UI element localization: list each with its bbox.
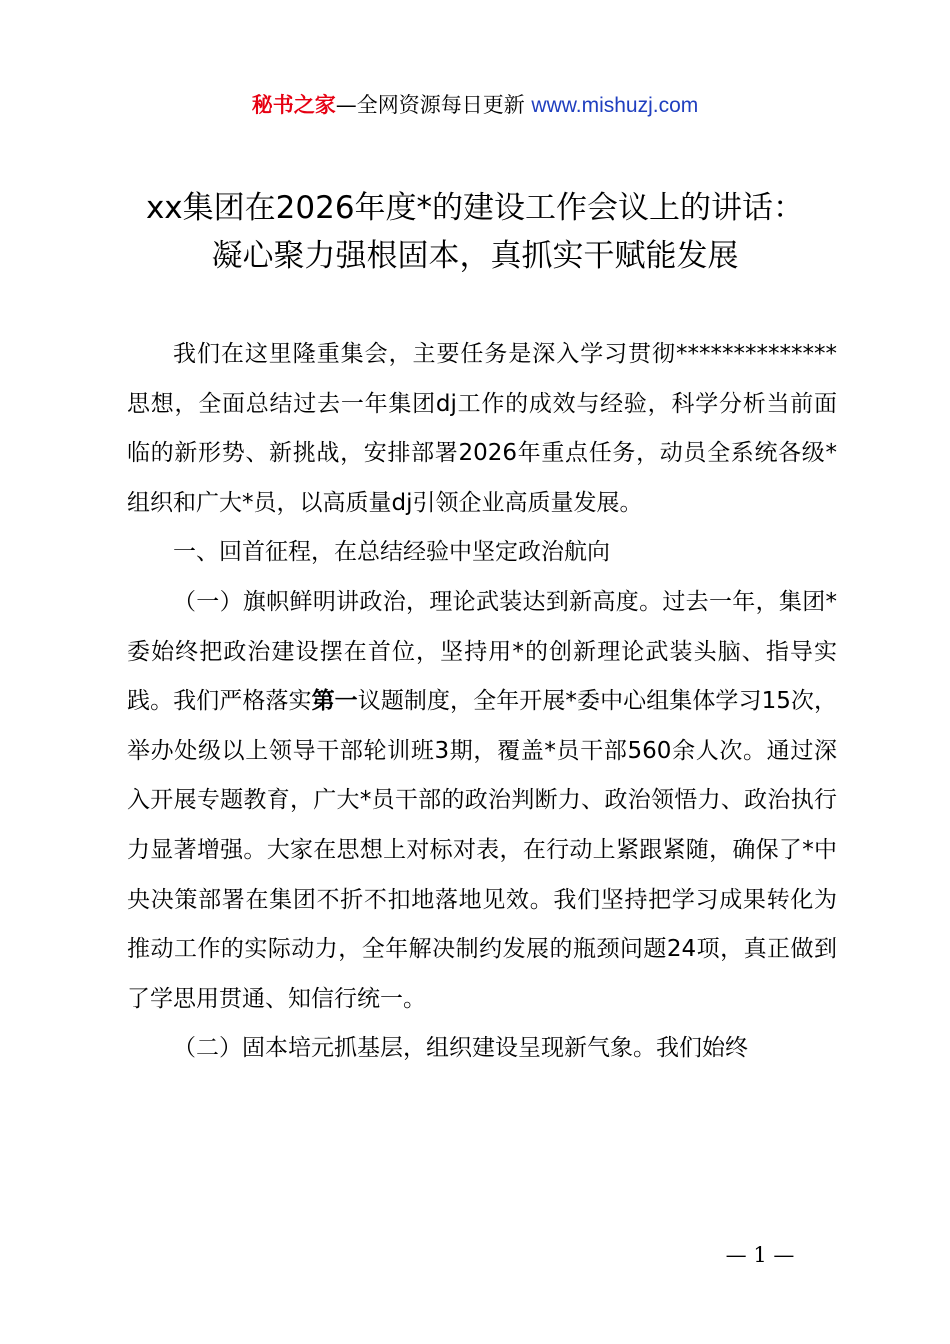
banner-slogan: 全网资源每日更新	[356, 93, 525, 117]
brand-name: 秘书之家	[251, 93, 336, 117]
document-title	[60, 184, 890, 280]
page-number: — 1 —	[725, 1243, 795, 1267]
paragraph-intro: 我们在这里隆重集会，主要任务是深入学习贯彻**************思想，全面总结过去一年集团dj工作的成效与经验，科学分析当前面临的新形势、新挑战，安排部署2026年重点任务，动员全系统各级*组织和广大*员，以高质量dj引领企业高质量发展。	[127, 341, 837, 516]
title-line-1: xx集团在2026年度*的建设工作会议上的讲话：	[145, 190, 805, 226]
banner-separator: —	[335, 93, 357, 117]
paragraph-text-part: （一）旗帜鲜明讲政治，理论武装达到新高度。过去一年，集团*委始终把政治建设摆在首位，坚持用*的创新理论武装头脑、指导实践。我们严格落实	[127, 588, 837, 715]
banner-url-link[interactable]: www.mishuzj.com	[531, 94, 699, 117]
paragraph-text-part: 议题制度，全年开展*委中心组集体学习15次，举办处级以上领导干部轮训班3期，覆盖*员干部560余人次。通过深入开展专题教育，广大*员干部的政治判断力、政治领悟力、政治执行力显著增强。大家在思想上对标对表，在行动上紧跟紧随，确保了*中央决策部署在集团不折不扣地落地见效。我们坚持把学习成果转化为推动工作的实际动力，全年解决制约发展的瓶颈问题24项，真正做到了学思用贯通、知信行统一。	[127, 688, 837, 1012]
section-heading-1: 一、回首征程，在总结经验中坚定政治航向	[173, 539, 610, 566]
title-line-2: 凝心聚力强根固本，真抓实干赋能发展	[211, 238, 739, 274]
bold-emphasis: 第一	[311, 688, 358, 715]
paragraph-section-1-2: （二）固本培元抓基层，组织建设呈现新气象。我们始终	[173, 1035, 748, 1062]
site-banner	[0, 90, 950, 121]
paragraph-section-1-1	[127, 578, 837, 1024]
document-body	[127, 330, 837, 1074]
